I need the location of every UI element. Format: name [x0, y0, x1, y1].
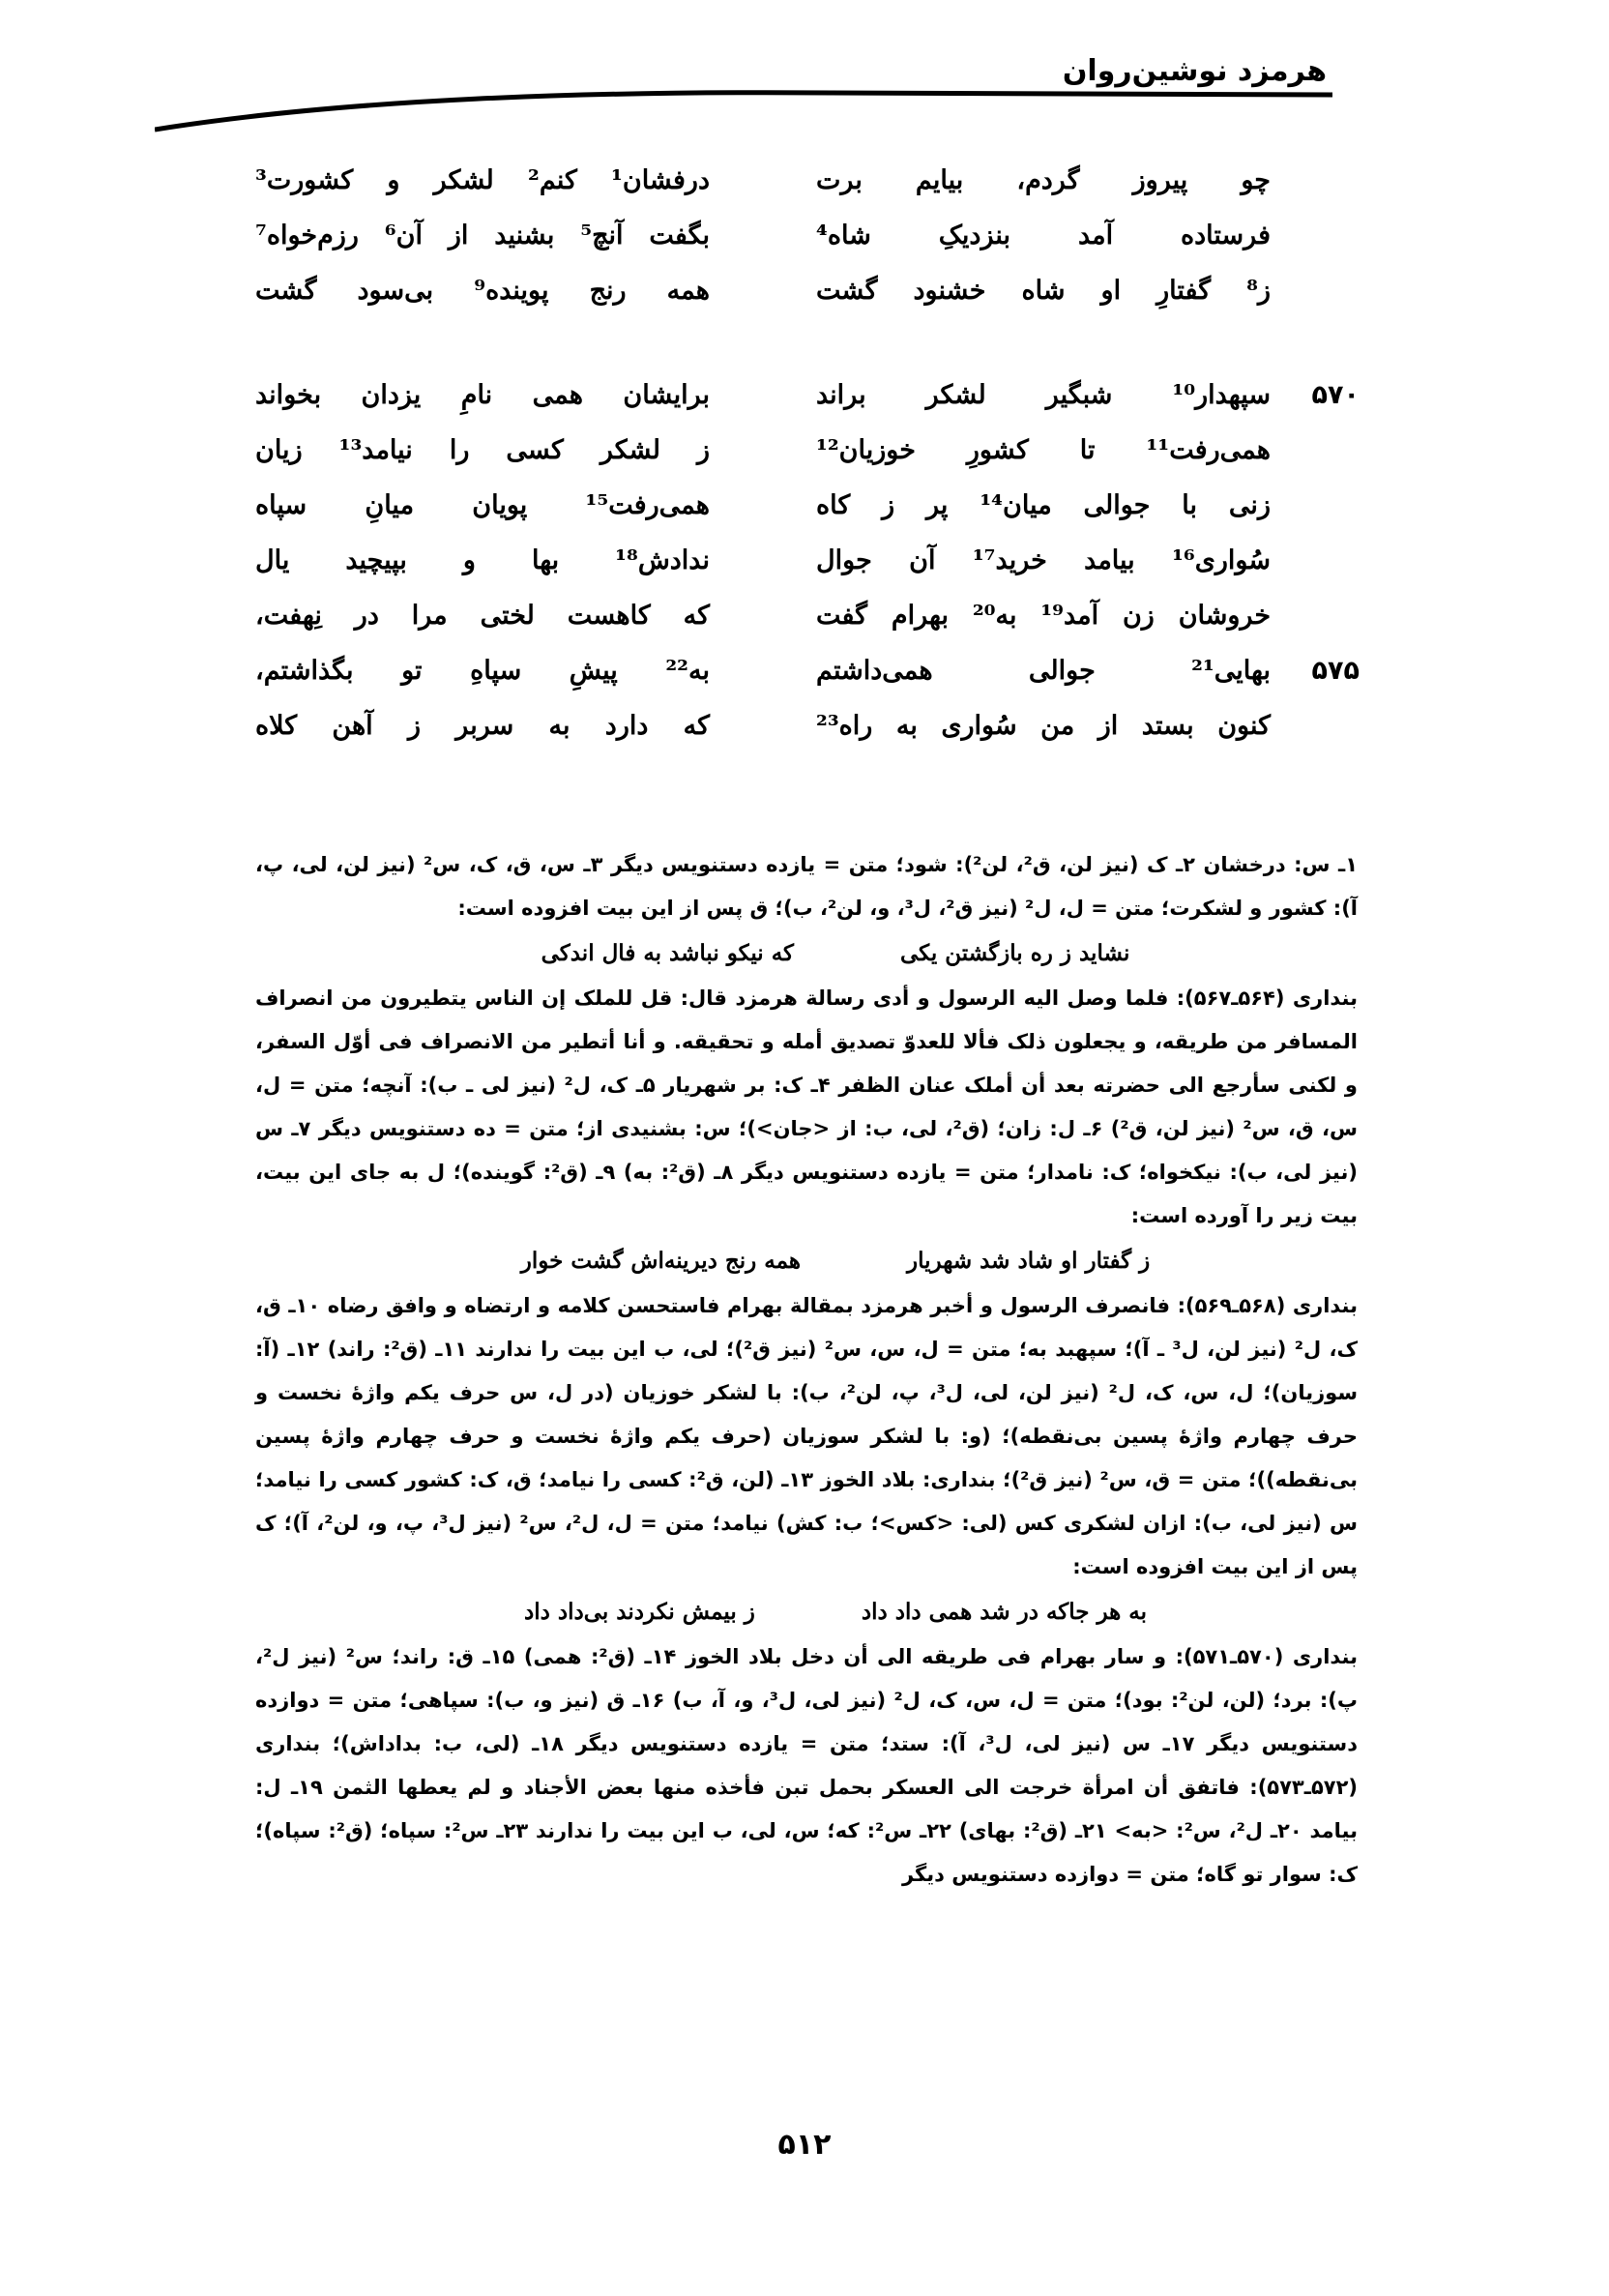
hemistich-first: سُواری¹⁶ بیامد خرید¹⁷ آن جوال: [816, 545, 1271, 575]
hemistich-second: برایشان همی نامِ یزدان بخواند: [255, 380, 710, 410]
verse-number: ۵۷۵: [1311, 656, 1360, 686]
hemistich-second: همه رنج پوینده⁹ بی‌سود گشت: [255, 276, 710, 306]
hemistich-first: خروشان زن آمد¹⁹ به²⁰ بهرام گفت: [816, 601, 1272, 631]
hemistich-second: درفشان¹ کنم² لشکر و کشورت³: [255, 165, 710, 195]
footnote-paragraph: ۱ـ س: درخشان ۲ـ ک (نیز لن، ق²، لن²): شود؛ متن = یازده دستنویس دیگر ۳ـ س، ق، ک، س² (نیز لن، لی، پ، آ): کشور و لشکرت؛ متن = ل، ل² (نیز ق²، ل³، و، لن²، ب)؛ ق پس از این بیت افزوده است:: [255, 853, 1359, 920]
verse-line: [255, 208, 1358, 263]
verse-line: [255, 698, 1358, 753]
verse-number: ۵۷۰: [1311, 380, 1360, 410]
hemistich-second: همی‌رفت¹⁵ پویان میانِ سپاه: [255, 490, 710, 520]
verse-line: [255, 153, 1358, 208]
footnote-paragraph: بنداری (۵۶۴ـ۵۶۷): فلما وصل الیه الرسول و أدی رسالة هرمزد قال: قل للملک إن الناس یتطیرون من انصراف المسافر من طریقه، و یجعلون ذلک فألا للعدوّ تصدیق أمله و تحقیقه. و أنا أتطیر من الانصراف فی أوّل السفر، و لکنی سأرجع الی حضرته بعد أن أملک عنان الظفر ۴ـ ک: بر شهریار ۵ـ ک، ل² (نیز لی ـ ب): آنچه؛ متن = ل، س، ق، س² (نیز لن، ق²) ۶ـ ل: زان؛ (ق²، لی، ب: از <جان>)؛ س: بشنیدی از؛ متن = ده دستنویس دیگر ۷ـ س (نیز لی، ب): نیکخواه؛ ک: نامدار؛ متن = یازده دستنویس دیگر ۸ـ (ق²: به) ۹ـ (ق²: گوینده)؛ ل به جای این بیت، بیت زیر را آورده است:: [255, 986, 1358, 1227]
verse-line: [255, 588, 1358, 643]
hemistich-first: کنون بستد از من سُواری به راه²³: [816, 711, 1271, 741]
verse-line: [255, 368, 1358, 423]
hemistich-first: چو پیروز گردم، بیایم برت: [816, 165, 1271, 195]
footnote-couplet: [255, 1589, 1358, 1635]
hemistich-first: بهایی²¹ جوالی همی‌داشتم: [816, 656, 1271, 686]
verse-line: [255, 643, 1358, 698]
footnote-couplet: [255, 1238, 1358, 1284]
hemistich-second: که کاهست لختی مرا در نِهفت،: [255, 601, 710, 631]
hemistich-first: به هر جاکه در شد همی داد داد: [861, 1599, 1148, 1625]
hemistich-first: ز⁸ گفتارِ او شاه خشنود گشت: [816, 276, 1271, 306]
verse-block-1: [255, 153, 1358, 318]
verse-block-2: [255, 368, 1358, 753]
hemistich-second: ز بیمش نکردند بی‌داد داد: [523, 1599, 755, 1625]
hemistich-first: ز گفتار او شاد شد شهریار: [907, 1248, 1151, 1274]
hemistich-second: بگفت آنچ⁵ بشنید از آن⁶ رزم‌خواه⁷: [255, 221, 710, 250]
running-title: هرمزد نوشین‌روان: [1062, 54, 1327, 88]
hemistich-first: زنی با جوالی میان¹⁴ پر ز کاه: [816, 490, 1271, 520]
hemistich-first: سپهدار¹⁰ شبگیر لشکر براند: [816, 380, 1271, 410]
hemistich-second: ز لشکر کسی را نیامد¹³ زیان: [255, 435, 710, 465]
hemistich-second: که نیکو نباشد به فال اندکی: [541, 940, 794, 966]
hemistich-second: به²² پیشِ سپاهِ تو بگذاشتم،: [255, 656, 710, 686]
footnotes-apparatus: [255, 843, 1358, 1897]
hemistich-second: همه رنج دیرینه‌اش گشت خوار: [520, 1248, 802, 1274]
verse-line: [255, 263, 1358, 318]
hemistich-first: نشاید ز ره بازگشتن یکی: [899, 940, 1130, 966]
hemistich-second: ندادش¹⁸ بها و بپیچید یال: [255, 545, 710, 575]
page-number: ۵۱۲: [777, 2128, 832, 2162]
verse-line: [255, 423, 1358, 478]
footnote-couplet: [255, 930, 1358, 977]
verse-line: [255, 478, 1358, 533]
footnote-paragraph: بنداری (۵۷۰ـ۵۷۱): و سار بهرام فی طریقه الی أن دخل بلاد الخوز ۱۴ـ (ق²: همی) ۱۵ـ ق: راند؛ س² (نیز ل²، پ): برد؛ (لن، لن²: بود)؛ متن = ل، س، ک، ل² (نیز لی، ل³، و، آ، ب) ۱۶ـ ق (نیز و، ب): سپاهی؛ متن = دوازده دستنویس دیگر ۱۷ـ س (نیز لی، ل³، آ): ستد؛ متن = یازده دستنویس دیگر ۱۸ـ (لی، ب: بداداش)؛ بنداری (۵۷۲ـ۵۷۳): فاتفق أن امرأة خرجت الی العسکر بحمل تبن فأخذه منها بعض الأجناد و لم یعطها الثمن ۱۹ـ ل: بیامد ۲۰ـ ل²، س²: <به> ۲۱ـ (ق²: بهای) ۲۲ـ س²: که؛ س، لی، ب این بیت را ندارند ۲۳ـ س²: سپاه؛ (ق²: سپاه)؛ ک: سوار تو گاه؛ متن = دوازده دستنویس دیگر: [255, 1645, 1359, 1886]
hemistich-second: که دارد به سربر ز آهن کلاه: [255, 711, 710, 741]
hemistich-first: همی‌رفت¹¹ تا کشورِ خوزیان¹²: [816, 435, 1271, 465]
footnote-paragraph: بنداری (۵۶۸ـ۵۶۹): فانصرف الرسول و أخبر هرمزد بمقالة بهرام فاستحسن کلامه و ارتضاه و وافق رضاه ۱۰ـ ق، ک، ل² (نیز لن، ل³ ـ آ)؛ سپهبد به؛ متن = ل، س، س² (نیز ق²)؛ لی، ب این بیت را ندارند ۱۱ـ (ق²: راند) ۱۲ـ (آ: سوزیان)؛ ل، س، ک، ل² (نیز لن، لی، ل³، پ، لن²، ب): با لشکر خوزیان (در ل، س حرف یکم واژهٔ نخست و حرف چهارم واژهٔ پسین بی‌نقطه)؛ (و: با لشکر سوزیان (حرف یکم واژهٔ نخست و حرف چهارم واژهٔ پسین بی‌نقطه))؛ متن = ق، س² (نیز ق²)؛ بنداری: بلاد الخوز ۱۳ـ (لن، ق²: کسی را نیامد؛ ق، ک: کشور کسی را نیامد؛ س (نیز لی، ب): ازان لشکری کس (لی: <کس>؛ ب: کش) نیامد؛ متن = ل، ل²، س² (نیز ل³، پ، و، لن²، آ)؛ ک پس از این بیت افزوده است:: [255, 1294, 1359, 1578]
verse-line: [255, 533, 1358, 588]
hemistich-first: فرستاده آمد بنزدیکِ شاه⁴: [816, 221, 1271, 250]
header-rule: [155, 85, 1334, 133]
